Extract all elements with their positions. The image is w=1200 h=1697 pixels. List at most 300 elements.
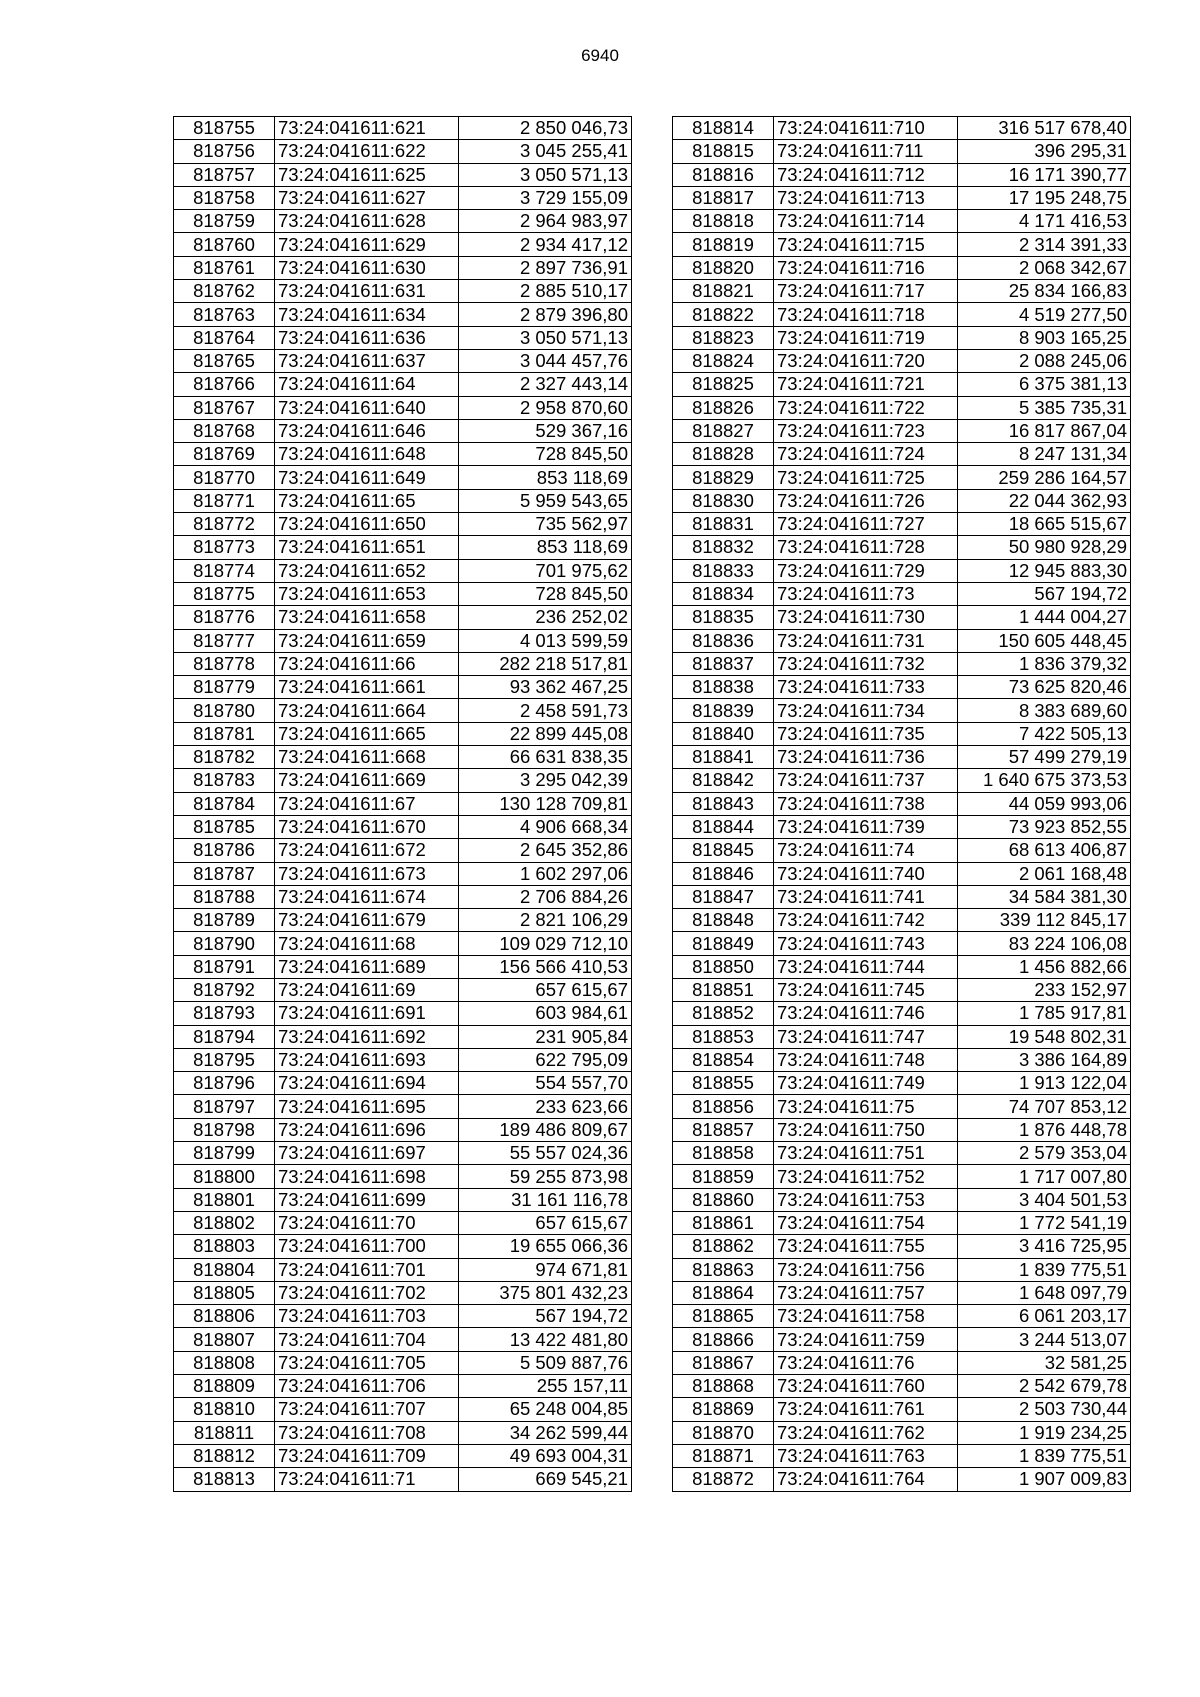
table-row [174,419,632,442]
cadastral-value-cell: 13 422 481,80 [459,1328,632,1351]
cadastral-value-cell: 2 821 106,29 [459,909,632,932]
row-id-cell: 818824 [673,349,774,372]
table-row [174,373,632,396]
cadastral-value-cell: 34 584 381,30 [958,885,1131,908]
row-id-cell: 818765 [174,349,275,372]
table-row [673,839,1131,862]
row-id-cell: 818866 [673,1328,774,1351]
row-id-cell: 818779 [174,676,275,699]
row-id-cell: 818837 [673,652,774,675]
table-row [673,373,1131,396]
row-id-cell: 818767 [174,396,275,419]
cadastral-value-cell: 6 375 381,13 [958,373,1131,396]
cadastral-number-cell: 73:24:041611:722 [774,396,958,419]
table-row [673,163,1131,186]
cadastral-value-cell: 603 984,61 [459,1002,632,1025]
row-id-cell: 818835 [673,606,774,629]
cadastral-number-cell: 73:24:041611:653 [275,582,459,605]
cadastral-number-cell: 73:24:041611:717 [774,280,958,303]
row-id-cell: 818757 [174,163,275,186]
row-id-cell: 818778 [174,652,275,675]
row-id-cell: 818821 [673,280,774,303]
cadastral-value-cell: 3 404 501,53 [958,1188,1131,1211]
cadastral-value-cell: 6 061 203,17 [958,1305,1131,1328]
table-row [174,1211,632,1234]
table-row [673,815,1131,838]
cadastral-value-cell: 2 088 245,06 [958,349,1131,372]
cadastral-number-cell: 73:24:041611:76 [774,1351,958,1374]
table-row [174,769,632,792]
table-body-right [673,117,1131,1492]
table-row [174,746,632,769]
row-id-cell: 818787 [174,862,275,885]
row-id-cell: 818775 [174,582,275,605]
table-row [673,443,1131,466]
cadastral-value-cell: 1 839 775,51 [958,1258,1131,1281]
cadastral-number-cell: 73:24:041611:66 [275,652,459,675]
cadastral-number-cell: 73:24:041611:679 [275,909,459,932]
cadastral-number-cell: 73:24:041611:720 [774,349,958,372]
row-id-cell: 818851 [673,978,774,1001]
cadastral-value-cell: 255 157,11 [459,1375,632,1398]
cadastral-value-cell: 4 519 277,50 [958,303,1131,326]
table-row [673,210,1131,233]
table-row [673,885,1131,908]
table-row [673,1165,1131,1188]
cadastral-value-cell: 5 509 887,76 [459,1351,632,1374]
table-row [673,186,1131,209]
row-id-cell: 818791 [174,955,275,978]
row-id-cell: 818850 [673,955,774,978]
row-id-cell: 818816 [673,163,774,186]
table-row [673,746,1131,769]
cadastral-number-cell: 73:24:041611:710 [774,117,958,140]
row-id-cell: 818858 [673,1142,774,1165]
row-id-cell: 818805 [174,1281,275,1304]
cadastral-number-cell: 73:24:041611:697 [275,1142,459,1165]
cadastral-value-cell: 16 171 390,77 [958,163,1131,186]
cadastral-value-cell: 22 044 362,93 [958,489,1131,512]
table-row [673,1002,1131,1025]
table-row [673,652,1131,675]
row-id-cell: 818793 [174,1002,275,1025]
table-row [673,117,1131,140]
table-row [673,1468,1131,1491]
cadastral-value-cell: 2 958 870,60 [459,396,632,419]
table-row [673,792,1131,815]
row-id-cell: 818782 [174,746,275,769]
cadastral-number-cell: 73:24:041611:742 [774,909,958,932]
row-id-cell: 818812 [174,1444,275,1467]
table-row [174,326,632,349]
table-row [673,1351,1131,1374]
cadastral-number-cell: 73:24:041611:664 [275,699,459,722]
row-id-cell: 818756 [174,140,275,163]
table-row [174,932,632,955]
cadastral-number-cell: 73:24:041611:743 [774,932,958,955]
cadastral-value-cell: 59 255 873,98 [459,1165,632,1188]
cadastral-number-cell: 73:24:041611:759 [774,1328,958,1351]
cadastral-value-cell: 83 224 106,08 [958,932,1131,955]
table-row [174,466,632,489]
cadastral-number-cell: 73:24:041611:68 [275,932,459,955]
table-row [673,606,1131,629]
row-id-cell: 818855 [673,1072,774,1095]
row-id-cell: 818831 [673,513,774,536]
cadastral-number-cell: 73:24:041611:702 [275,1281,459,1304]
cadastral-number-cell: 73:24:041611:757 [774,1281,958,1304]
table-row [174,210,632,233]
cadastral-value-cell: 1 876 448,78 [958,1118,1131,1141]
cadastral-value-cell: 2 964 983,97 [459,210,632,233]
row-id-cell: 818841 [673,746,774,769]
cadastral-number-cell: 73:24:041611:753 [774,1188,958,1211]
cadastral-number-cell: 73:24:041611:715 [774,233,958,256]
cadastral-value-cell: 73 923 852,55 [958,815,1131,838]
cadastral-value-cell: 57 499 279,19 [958,746,1131,769]
cadastral-number-cell: 73:24:041611:729 [774,559,958,582]
cadastral-number-cell: 73:24:041611:739 [774,815,958,838]
cadastral-value-cell: 19 655 066,36 [459,1235,632,1258]
table-row [673,256,1131,279]
table-row [174,349,632,372]
table-row [174,186,632,209]
row-id-cell: 818854 [673,1048,774,1071]
cadastral-value-cell: 93 362 467,25 [459,676,632,699]
table-row [174,885,632,908]
table-row [174,559,632,582]
cadastral-number-cell: 73:24:041611:745 [774,978,958,1001]
cadastral-number-cell: 73:24:041611:730 [774,606,958,629]
cadastral-number-cell: 73:24:041611:637 [275,349,459,372]
row-id-cell: 818833 [673,559,774,582]
cadastral-value-cell: 3 416 725,95 [958,1235,1131,1258]
table-row [673,489,1131,512]
cadastral-number-cell: 73:24:041611:698 [275,1165,459,1188]
table-row [174,1281,632,1304]
table-row [673,1235,1131,1258]
cadastral-value-cell: 189 486 809,67 [459,1118,632,1141]
cadastral-value-cell: 5 959 543,65 [459,489,632,512]
cadastral-number-cell: 73:24:041611:674 [275,885,459,908]
row-id-cell: 818823 [673,326,774,349]
cadastral-number-cell: 73:24:041611:630 [275,256,459,279]
cadastral-number-cell: 73:24:041611:621 [275,117,459,140]
table-row [174,955,632,978]
cadastral-value-cell: 7 422 505,13 [958,722,1131,745]
cadastral-number-cell: 73:24:041611:732 [774,652,958,675]
cadastral-number-cell: 73:24:041611:751 [774,1142,958,1165]
row-id-cell: 818852 [673,1002,774,1025]
table-row [673,1072,1131,1095]
cadastral-value-cell: 657 615,67 [459,1211,632,1234]
cadastral-number-cell: 73:24:041611:756 [774,1258,958,1281]
cadastral-value-cell: 622 795,09 [459,1048,632,1071]
table-row [673,1305,1131,1328]
table-row [174,862,632,885]
table-row [673,1398,1131,1421]
row-id-cell: 818783 [174,769,275,792]
cadastral-value-cell: 2 706 884,26 [459,885,632,908]
table-row [673,1095,1131,1118]
cadastral-number-cell: 73:24:041611:672 [275,839,459,862]
cadastral-value-cell: 567 194,72 [958,582,1131,605]
row-id-cell: 818801 [174,1188,275,1211]
table-row [174,909,632,932]
cadastral-number-cell: 73:24:041611:764 [774,1468,958,1491]
cadastral-number-cell: 73:24:041611:625 [275,163,459,186]
cadastral-value-cell: 669 545,21 [459,1468,632,1491]
cadastral-number-cell: 73:24:041611:651 [275,536,459,559]
cadastral-number-cell: 73:24:041611:73 [774,582,958,605]
cadastral-number-cell: 73:24:041611:706 [275,1375,459,1398]
cadastral-number-cell: 73:24:041611:74 [774,839,958,862]
table-row [174,443,632,466]
row-id-cell: 818817 [673,186,774,209]
row-id-cell: 818809 [174,1375,275,1398]
row-id-cell: 818869 [673,1398,774,1421]
cadastral-value-cell: 1 919 234,25 [958,1421,1131,1444]
table-row [174,1421,632,1444]
cadastral-number-cell: 73:24:041611:760 [774,1375,958,1398]
cadastral-number-cell: 73:24:041611:661 [275,676,459,699]
table-row [174,1398,632,1421]
cadastral-value-cell: 728 845,50 [459,443,632,466]
cadastral-value-cell: 1 444 004,27 [958,606,1131,629]
cadastral-value-cell: 2 645 352,86 [459,839,632,862]
table-row [174,839,632,862]
row-id-cell: 818760 [174,233,275,256]
cadastral-value-cell: 2 879 396,80 [459,303,632,326]
cadastral-value-cell: 3 045 255,41 [459,140,632,163]
table-row [174,815,632,838]
row-id-cell: 818773 [174,536,275,559]
cadastral-number-cell: 73:24:041611:622 [275,140,459,163]
cadastral-number-cell: 73:24:041611:695 [275,1095,459,1118]
table-row [673,513,1131,536]
cadastral-value-cell: 17 195 248,75 [958,186,1131,209]
table-row [174,722,632,745]
row-id-cell: 818774 [174,559,275,582]
table-row [174,629,632,652]
cadastral-number-cell: 73:24:041611:70 [275,1211,459,1234]
row-id-cell: 818759 [174,210,275,233]
cadastral-value-cell: 396 295,31 [958,140,1131,163]
cadastral-number-cell: 73:24:041611:692 [275,1025,459,1048]
table-row [174,1025,632,1048]
cadastral-number-cell: 73:24:041611:673 [275,862,459,885]
cadastral-number-cell: 73:24:041611:744 [774,955,958,978]
cadastral-number-cell: 73:24:041611:741 [774,885,958,908]
cadastral-number-cell: 73:24:041611:636 [275,326,459,349]
table-row [174,676,632,699]
cadastral-number-cell: 73:24:041611:708 [275,1421,459,1444]
row-id-cell: 818776 [174,606,275,629]
cadastral-value-cell: 259 286 164,57 [958,466,1131,489]
cadastral-value-cell: 19 548 802,31 [958,1025,1131,1048]
table-row [174,117,632,140]
table-row [174,1095,632,1118]
row-id-cell: 818822 [673,303,774,326]
row-id-cell: 818794 [174,1025,275,1048]
row-id-cell: 818870 [673,1421,774,1444]
row-id-cell: 818826 [673,396,774,419]
row-id-cell: 818825 [673,373,774,396]
cadastral-value-cell: 74 707 853,12 [958,1095,1131,1118]
row-id-cell: 818856 [673,1095,774,1118]
table-row [174,1142,632,1165]
row-id-cell: 818789 [174,909,275,932]
row-id-cell: 818827 [673,419,774,442]
table-body-left [174,117,632,1492]
table-row [673,1211,1131,1234]
cadastral-number-cell: 73:24:041611:658 [275,606,459,629]
cadastral-value-cell: 657 615,67 [459,978,632,1001]
table-row [673,978,1131,1001]
cadastral-value-cell: 2 327 443,14 [459,373,632,396]
row-id-cell: 818863 [673,1258,774,1281]
row-id-cell: 818785 [174,815,275,838]
cadastral-value-cell: 8 383 689,60 [958,699,1131,722]
cadastral-value-cell: 8 247 131,34 [958,443,1131,466]
table-row [673,722,1131,745]
table-row [673,1421,1131,1444]
table-row [174,1002,632,1025]
cadastral-table-right [672,116,1131,1492]
cadastral-value-cell: 150 605 448,45 [958,629,1131,652]
cadastral-value-cell: 8 903 165,25 [958,326,1131,349]
row-id-cell: 818838 [673,676,774,699]
table-row [673,909,1131,932]
row-id-cell: 818829 [673,466,774,489]
cadastral-value-cell: 2 542 679,78 [958,1375,1131,1398]
table-row [673,1258,1131,1281]
table-row [174,1188,632,1211]
cadastral-value-cell: 339 112 845,17 [958,909,1131,932]
cadastral-value-cell: 4 906 668,34 [459,815,632,838]
cadastral-value-cell: 50 980 928,29 [958,536,1131,559]
table-row [673,629,1131,652]
row-id-cell: 818862 [673,1235,774,1258]
row-id-cell: 818814 [673,117,774,140]
row-id-cell: 818771 [174,489,275,512]
cadastral-number-cell: 73:24:041611:631 [275,280,459,303]
cadastral-number-cell: 73:24:041611:668 [275,746,459,769]
cadastral-number-cell: 73:24:041611:718 [774,303,958,326]
row-id-cell: 818795 [174,1048,275,1071]
cadastral-number-cell: 73:24:041611:735 [774,722,958,745]
table-row [174,489,632,512]
table-row [673,932,1131,955]
row-id-cell: 818762 [174,280,275,303]
cadastral-number-cell: 73:24:041611:734 [774,699,958,722]
cadastral-number-cell: 73:24:041611:646 [275,419,459,442]
table-row [673,326,1131,349]
cadastral-value-cell: 2 897 736,91 [459,256,632,279]
cadastral-number-cell: 73:24:041611:733 [774,676,958,699]
cadastral-number-cell: 73:24:041611:67 [275,792,459,815]
cadastral-value-cell: 2 068 342,67 [958,256,1131,279]
row-id-cell: 818830 [673,489,774,512]
row-id-cell: 818780 [174,699,275,722]
cadastral-value-cell: 1 648 097,79 [958,1281,1131,1304]
row-id-cell: 818836 [673,629,774,652]
cadastral-number-cell: 73:24:041611:640 [275,396,459,419]
table-row [673,349,1131,372]
row-id-cell: 818755 [174,117,275,140]
table-row [673,303,1131,326]
table-row [174,163,632,186]
table-row [174,699,632,722]
cadastral-value-cell: 1 839 775,51 [958,1444,1131,1467]
table-row [174,1444,632,1467]
cadastral-number-cell: 73:24:041611:726 [774,489,958,512]
row-id-cell: 818865 [673,1305,774,1328]
table-row [174,233,632,256]
row-id-cell: 818781 [174,722,275,745]
cadastral-value-cell: 2 061 168,48 [958,862,1131,885]
cadastral-value-cell: 282 218 517,81 [459,652,632,675]
table-row [673,1142,1131,1165]
cadastral-value-cell: 44 059 993,06 [958,792,1131,815]
cadastral-value-cell: 73 625 820,46 [958,676,1131,699]
cadastral-number-cell: 73:24:041611:709 [275,1444,459,1467]
row-id-cell: 818804 [174,1258,275,1281]
cadastral-value-cell: 2 885 510,17 [459,280,632,303]
row-id-cell: 818799 [174,1142,275,1165]
row-id-cell: 818802 [174,1211,275,1234]
cadastral-value-cell: 2 503 730,44 [958,1398,1131,1421]
table-row [673,140,1131,163]
cadastral-value-cell: 3 050 571,13 [459,326,632,349]
cadastral-value-cell: 1 602 297,06 [459,862,632,885]
cadastral-number-cell: 73:24:041611:727 [774,513,958,536]
table-row [174,1165,632,1188]
row-id-cell: 818871 [673,1444,774,1467]
cadastral-value-cell: 1 907 009,83 [958,1468,1131,1491]
row-id-cell: 818761 [174,256,275,279]
row-id-cell: 818763 [174,303,275,326]
cadastral-value-cell: 1 785 917,81 [958,1002,1131,1025]
cadastral-number-cell: 73:24:041611:737 [774,769,958,792]
cadastral-value-cell: 49 693 004,31 [459,1444,632,1467]
row-id-cell: 818786 [174,839,275,862]
cadastral-value-cell: 31 161 116,78 [459,1188,632,1211]
cadastral-number-cell: 73:24:041611:723 [774,419,958,442]
table-row [174,1328,632,1351]
row-id-cell: 818770 [174,466,275,489]
row-id-cell: 818860 [673,1188,774,1211]
row-id-cell: 818840 [673,722,774,745]
table-row [174,1351,632,1374]
cadastral-value-cell: 1 772 541,19 [958,1211,1131,1234]
row-id-cell: 818766 [174,373,275,396]
row-id-cell: 818843 [673,792,774,815]
row-id-cell: 818861 [673,1211,774,1234]
row-id-cell: 818772 [174,513,275,536]
row-id-cell: 818790 [174,932,275,955]
table-row [673,699,1131,722]
cadastral-value-cell: 3 295 042,39 [459,769,632,792]
cadastral-number-cell: 73:24:041611:748 [774,1048,958,1071]
table-row [673,1048,1131,1071]
row-id-cell: 818859 [673,1165,774,1188]
cadastral-number-cell: 73:24:041611:752 [774,1165,958,1188]
table-row [673,676,1131,699]
table-row [174,1468,632,1491]
cadastral-value-cell: 853 118,69 [459,466,632,489]
table-row [174,1048,632,1071]
